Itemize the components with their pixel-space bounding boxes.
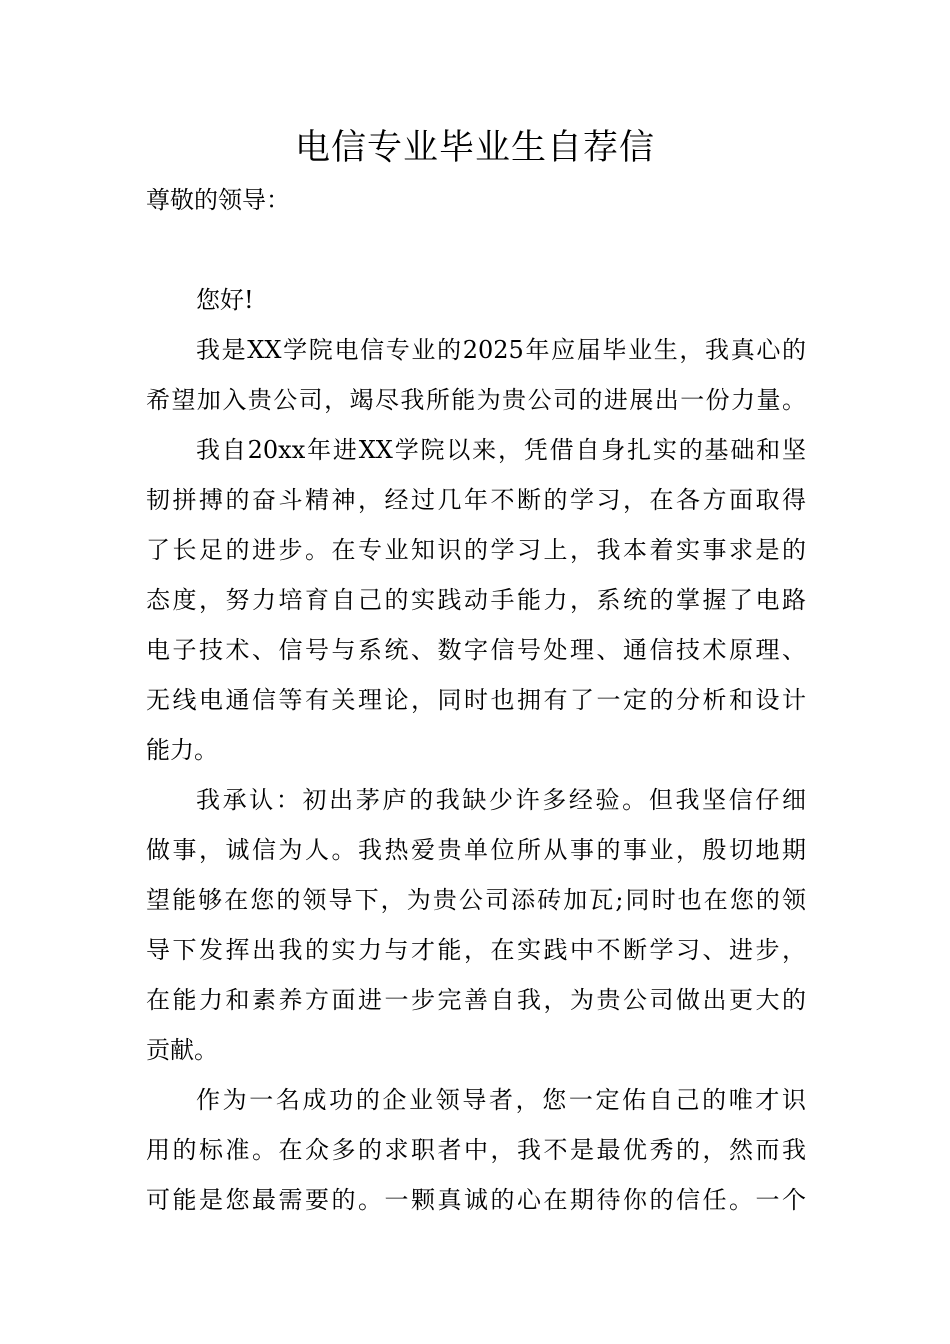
paragraph-line: 电子技术、信号与系统、数字信号处理、通信技术原理、 bbox=[146, 636, 806, 664]
document-title: 电信专业毕业生自荐信 bbox=[294, 128, 655, 168]
paragraph-line: 贡献。 bbox=[146, 1036, 218, 1064]
paragraph-line: 作为一名成功的企业领导者，您一定佑自己的唯才识 bbox=[196, 1086, 806, 1114]
paragraph-line: 用的标准。在众多的求职者中，我不是最优秀的，然而我 bbox=[146, 1136, 806, 1164]
salutation: 尊敬的领导： bbox=[146, 186, 290, 214]
paragraph-line: 希望加入贵公司，竭尽我所能为贵公司的进展出一份力量。 bbox=[146, 386, 806, 414]
paragraph-line: 做事，诚信为人。我热爱贵单位所从事的事业，殷切地期 bbox=[146, 836, 806, 864]
paragraph-line: 能力。 bbox=[146, 736, 218, 764]
paragraph-line: 我承认：初出茅庐的我缺少许多经验。但我坚信仔细 bbox=[196, 786, 806, 814]
paragraph-line: 我是XX学院电信专业的2025年应届毕业生，我真心的 bbox=[196, 336, 806, 364]
paragraph-line: 我自20xx年进XX学院以来，凭借自身扎实的基础和坚 bbox=[196, 436, 806, 464]
paragraph-line: 在能力和素养方面进一步完善自我，为贵公司做出更大的 bbox=[146, 986, 806, 1014]
paragraph-line: 了长足的进步。在专业知识的学习上，我本着实事求是的 bbox=[146, 536, 806, 564]
paragraph-line: 态度，努力培育自己的实践动手能力，系统的掌握了电路 bbox=[146, 586, 806, 614]
paragraph-line: 韧拼搏的奋斗精神，经过几年不断的学习，在各方面取得 bbox=[146, 486, 806, 514]
paragraph-line: 无线电通信等有关理论，同时也拥有了一定的分析和设计 bbox=[146, 686, 806, 714]
paragraph-line: 导下发挥出我的实力与才能，在实践中不断学习、进步， bbox=[146, 936, 806, 964]
greeting: 您好! bbox=[196, 286, 254, 314]
paragraph-line: 可能是您最需要的。一颗真诚的心在期待你的信任。一个 bbox=[146, 1186, 806, 1214]
paragraph-line: 望能够在您的领导下，为贵公司添砖加瓦;同时也在您的领 bbox=[146, 886, 806, 914]
